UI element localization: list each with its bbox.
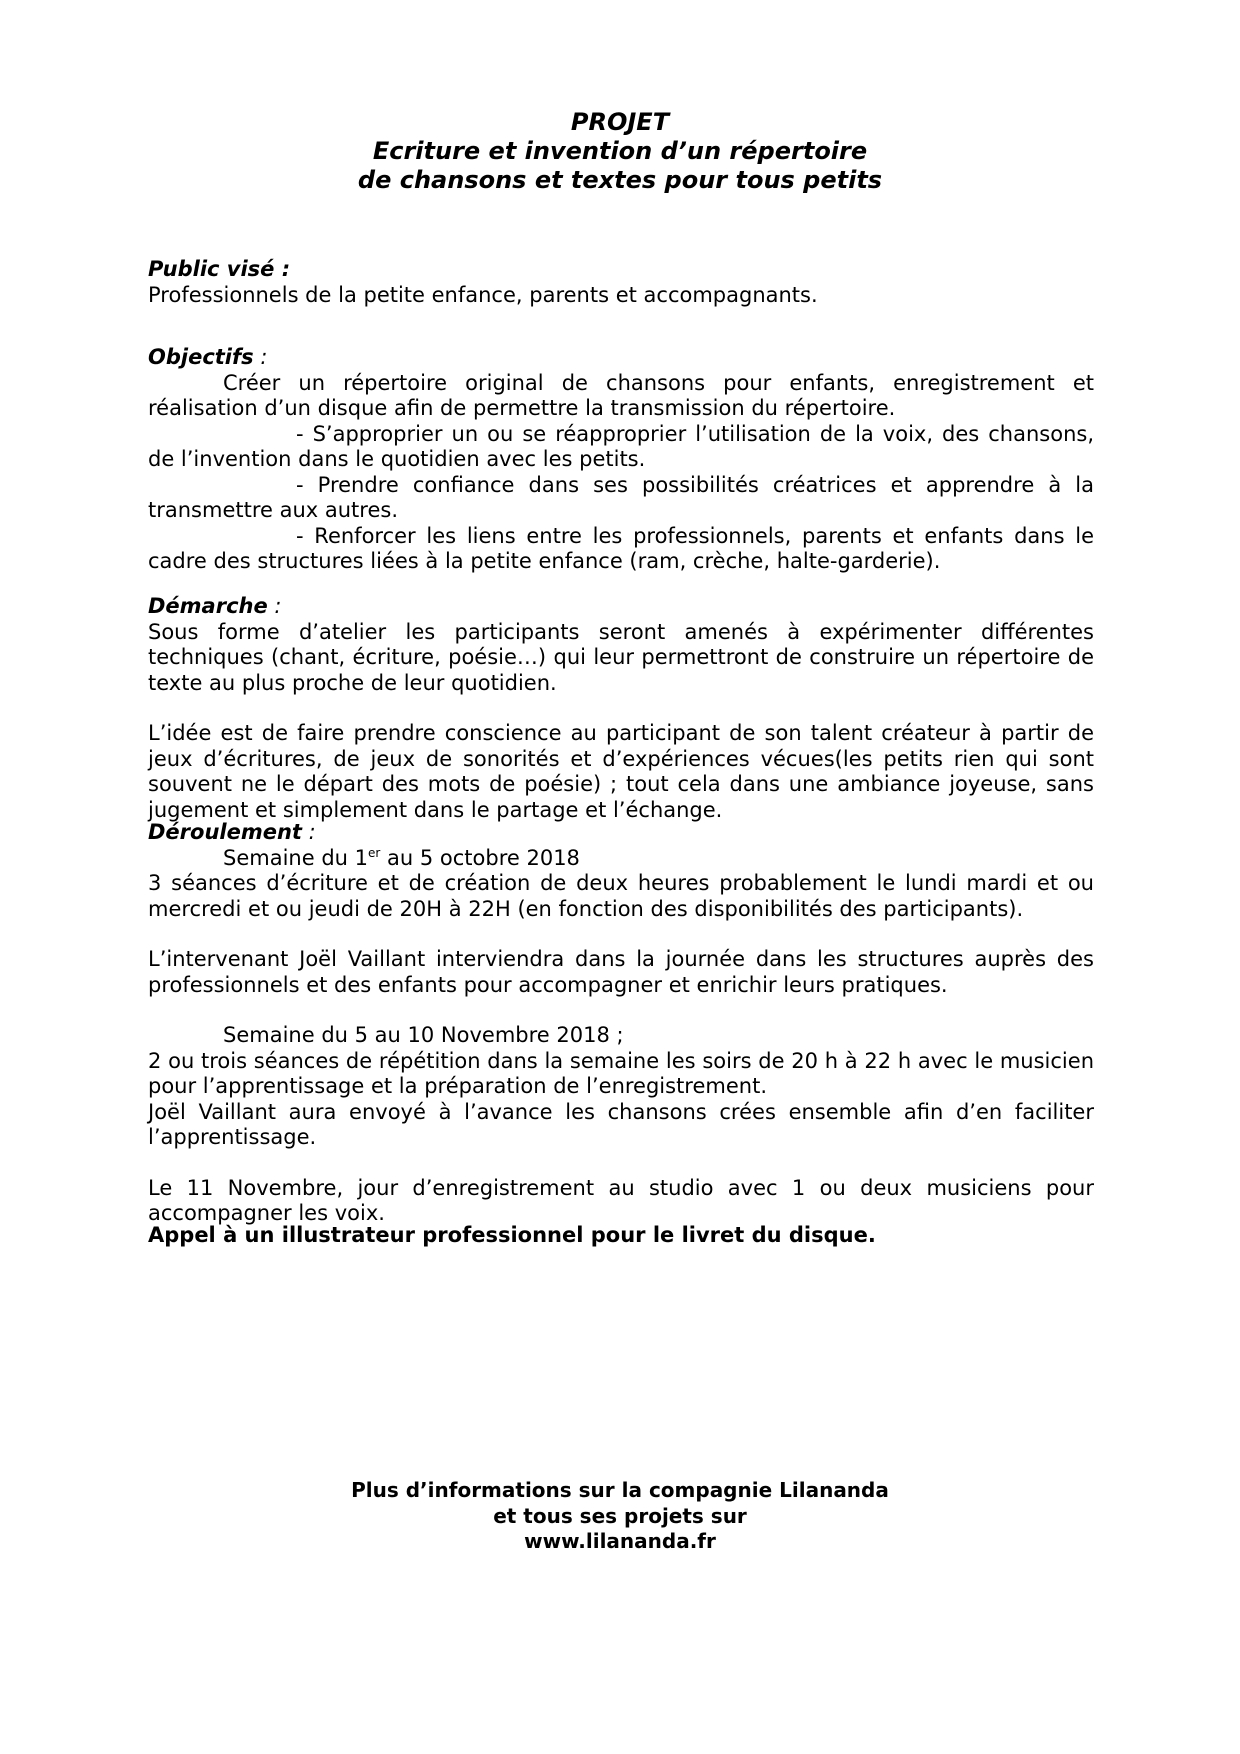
title-line-2: Ecriture et invention d’un répertoire: [372, 137, 868, 165]
deroulement-paragraph-5: Le 11 Novembre, jour d’enregistrement au studio avec 1 ou deux musiciens pour accompagner les voix.: [148, 1175, 1094, 1225]
section-public: [148, 257, 1094, 308]
objectifs-paragraph-4: - Renforcer les liens entre les professionnels, parents et enfants dans le cadre des structures liées à la petite enfance (ram, crèche, halte-garderie).: [148, 523, 1094, 573]
week-1-line: Semaine du 1er au 5 octobre 2018: [223, 845, 580, 870]
section-demarche: [148, 594, 1094, 823]
footer-line-2: et tous ses projets sur: [493, 1503, 747, 1528]
website-link[interactable]: www.lilananda.fr: [524, 1529, 716, 1553]
appel-notice: Appel à un illustrateur professionnel pour le livret du disque.: [148, 1223, 876, 1247]
section-heading-deroulement: Déroulement :: [148, 820, 316, 844]
objectifs-paragraph-1: Créer un répertoire original de chansons pour enfants, enregistrement et réalisation d’un disque afin de permettre la transmission du répertoire.: [148, 370, 1094, 420]
public-text: Professionnels de la petite enfance, parents et accompagnants.: [148, 282, 818, 307]
demarche-paragraph-2: L’idée est de faire prendre conscience au participant de son talent créateur à partir de jeux d’écritures, de jeux de sonorités et d’expériences vécues(les petits rien qui sont souvent ne le départ des mots de poésie) ; tout cela dans une ambiance joyeuse, sans jugement et simplement dans le partage et l’échange.: [148, 721, 1094, 822]
objectifs-paragraph-3: - Prendre confiance dans ses possibilités créatrices et apprendre à la transmettre aux autres.: [148, 472, 1094, 522]
section-heading-public: Public visé :: [148, 257, 291, 281]
deroulement-paragraph-3: 2 ou trois séances de répétition dans la semaine les soirs de 20 h à 22 h avec le musicien pour l’apprentissage et la préparation de l’enregistrement.: [148, 1048, 1094, 1098]
objectifs-paragraph-2: - S’approprier un ou se réapproprier l’utilisation de la voix, des chansons, de l’invention dans le quotidien avec les petits.: [148, 421, 1094, 471]
deroulement-paragraph-2: L’intervenant Joël Vaillant interviendra dans la journée dans les structures auprès des professionnels et des enfants pour accompagner et enrichir leurs pratiques.: [148, 947, 1094, 997]
demarche-paragraph-1: Sous forme d’atelier les participants seront amenés à expérimenter différentes techniques (chant, écriture, poésie…) qui leur permettront de construire un répertoire de texte au plus proche de leur quotidien.: [148, 619, 1094, 695]
footer-line-1: Plus d’informations sur la compagnie Lilananda: [351, 1478, 889, 1502]
deroulement-paragraph-4: Joël Vaillant aura envoyé à l’avance les chansons crées ensemble afin d’en faciliter l’apprentissage.: [148, 1099, 1094, 1149]
title-line-3: de chansons et textes pour tous petits: [357, 166, 883, 194]
section-deroulement: [148, 820, 1094, 1227]
page-title: [0, 108, 1240, 195]
section-objectifs: [148, 345, 1094, 575]
week-2-line: Semaine du 5 au 10 Novembre 2018 ;: [223, 1023, 624, 1047]
section-heading-demarche: Démarche :: [148, 594, 282, 618]
deroulement-paragraph-1: 3 séances d’écriture et de création de deux heures probablement le lundi mardi et ou mercredi et ou jeudi de 20H à 22H (en fonction des disponibilités des participants).: [148, 871, 1094, 921]
section-heading-objectifs: Objectifs :: [148, 345, 268, 369]
footer-info: [0, 1478, 1240, 1555]
title-line-1: PROJET: [570, 108, 670, 136]
